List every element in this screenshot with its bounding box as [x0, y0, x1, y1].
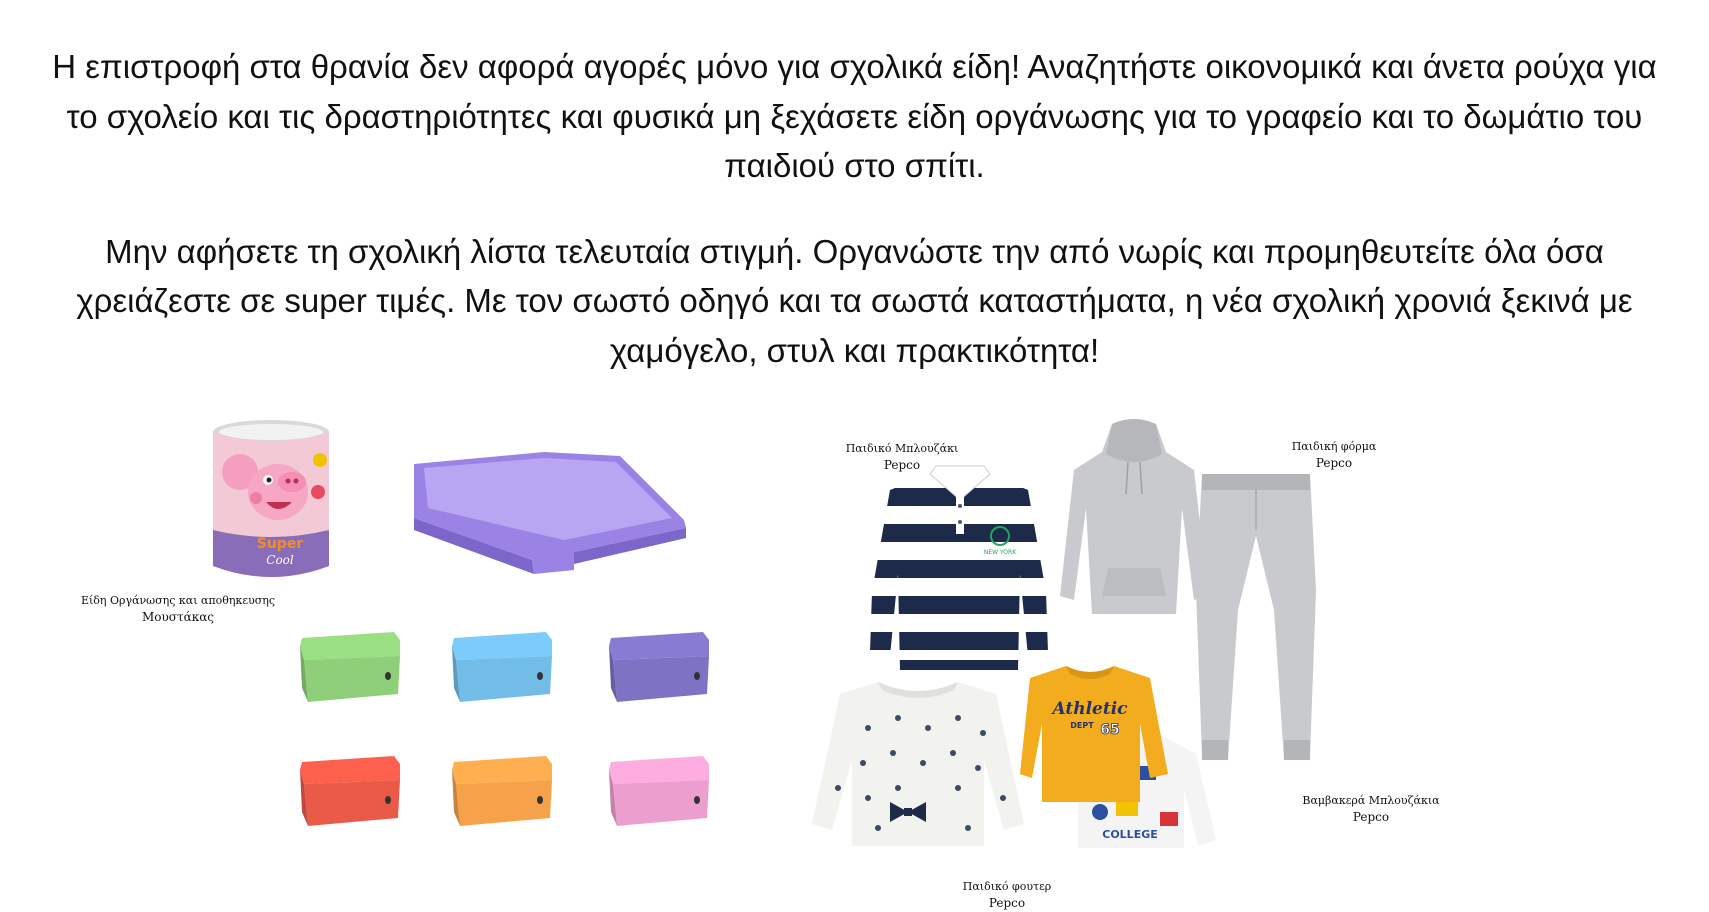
peppa-mug-image [208, 420, 334, 582]
storage-box [298, 752, 402, 828]
tshirt-graphic-number: 65 [1100, 722, 1120, 738]
tshirt-graphic-dept: DEPT [1070, 721, 1094, 730]
polo-caption-title: Παιδικό Μπλουζάκι [845, 442, 959, 455]
striped-polo-image [860, 464, 1060, 674]
organization-caption-title: Είδη Οργάνωσης και αποθηκευσης [80, 594, 276, 607]
tshirt-graphic-athletic: Athletic [1052, 699, 1128, 719]
sweatshirt-caption [952, 878, 1062, 912]
white-sweatshirt-image [808, 678, 1028, 850]
intro-text [40, 42, 1669, 375]
storage-box [298, 628, 402, 704]
grey-hoodie-image [1058, 418, 1210, 622]
storage-box [450, 628, 554, 704]
organization-caption [72, 592, 284, 626]
polo-caption-brand: Pepco [883, 458, 921, 472]
tshirts-image [1020, 662, 1216, 848]
storage-box [450, 752, 554, 828]
tshirts-caption-brand: Pepco [1352, 810, 1390, 824]
tshirt-graphic-college: COLLEGE [1102, 828, 1158, 841]
intro-paragraph-1: Η επιστροφή στα θρανία δεν αφορά αγορές μόνο για σχολικά είδη! Αναζητήστε οικονομικά και άνετα ρούχα για το σχολείο και τις δραστηριότητες και φυσικά μη ξεχάσετε είδη οργάνωσης για το γραφείο και το δωμάτιο του παιδιού στο σπίτι. [52, 48, 1657, 184]
sweatshirt-caption-title: Παιδικό φουτερ [962, 880, 1052, 893]
tracksuit-caption-brand: Pepco [1315, 456, 1353, 470]
intro-paragraph-2: Μην αφήσετε τη σχολική λίστα τελευταία στιγμή. Οργανώστε την από νωρίς και προμηθευτείτε όλα όσα χρειάζεστε σε super τιμές. Με τον σωστό οδηγό και τα σωστά καταστήματα, η νέα σχολική χρονιά ξεκινά με χαμόγελο, στυλ και πρακτικότητα! [76, 232, 1633, 369]
organization-caption-brand: Μουστάκας [141, 610, 215, 624]
letter-tray-image [414, 452, 690, 578]
mug-text-cool: Cool [266, 553, 294, 567]
storage-box [607, 628, 711, 704]
mug-text-super: Super [256, 536, 304, 552]
storage-box [607, 752, 711, 828]
polo-graphic-text: NEW YORK [983, 549, 1017, 556]
tshirts-caption [1296, 792, 1446, 826]
sweatshirt-caption-brand: Pepco [988, 896, 1026, 910]
tracksuit-caption [1282, 438, 1386, 472]
tracksuit-caption-title: Παιδική φόρμα [1291, 440, 1377, 453]
tshirts-caption-title: Βαμβακερά Μπλουζάκια [1302, 794, 1440, 807]
